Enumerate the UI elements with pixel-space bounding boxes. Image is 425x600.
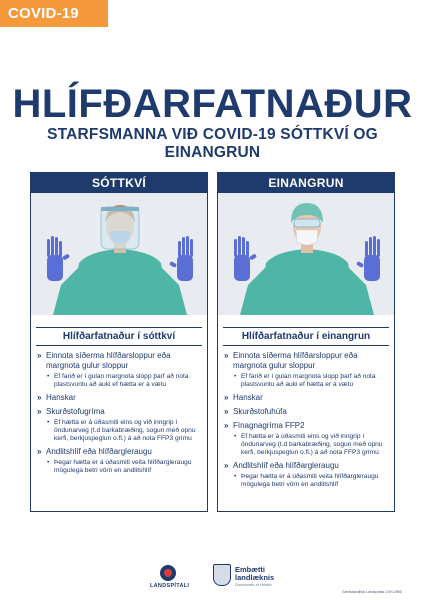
- panel-isolation: [217, 172, 395, 512]
- panel-quarantine: [30, 172, 208, 512]
- list-item: [36, 447, 202, 475]
- landlaeknir-line1: Embætti: [235, 565, 265, 574]
- document-code: Gæðahandbók Landspítala CSH-2966: [342, 590, 402, 594]
- item-text: » Einnota síðerma hlífðarsloppur eða margnota gulur sloppur: [233, 351, 358, 370]
- item-text: » Andlitshlíf eða hlífðargleraugu: [233, 461, 339, 470]
- sub-item: • Ef hætta er á úðasmiti eins og við inngrip í öndunarveg (t.d barkabræðing, sogun með opnu kerfi, berkjuspeglun o.fl.) á að nota FFP3 grímu: [46, 419, 202, 443]
- item-text: » Einnota síðerma hlífðarsloppur eða margnota gulur sloppur: [46, 351, 171, 370]
- section-title: Hlífðarfatnaður í einangrun: [223, 327, 389, 346]
- sub-item: • Ef farið er í gulan margnota slopp þarf að nota plastsvuntu að auki ef hætta er á vætu: [46, 373, 202, 389]
- list-item: [223, 421, 389, 457]
- landlaeknir-line2: landlæknis: [235, 573, 275, 582]
- panel-header: EINANGRUN: [218, 173, 394, 193]
- panel-header: SÓTTKVÍ: [31, 173, 207, 193]
- landlaeknir-line3: Directorate of Health: [235, 582, 272, 587]
- coat-of-arms-icon: [213, 564, 231, 586]
- covid-badge: COVID-19: [0, 0, 108, 27]
- page-title: HLÍFÐARFATNAÐUR: [12, 82, 413, 126]
- list-item: [223, 461, 389, 489]
- item-text: » Hanskar: [46, 393, 76, 402]
- item-text: » Andlitshlíf eða hlífðargleraugu: [46, 447, 152, 456]
- list-item: [223, 407, 389, 417]
- person-illustration: [218, 193, 394, 315]
- item-text: » Skurðstofugríma: [46, 407, 105, 416]
- landspitali-logo: [150, 565, 190, 589]
- list-item: [36, 393, 202, 403]
- list-item: [36, 407, 202, 443]
- section-title: Hlífðarfatnaður í sóttkví: [36, 327, 202, 346]
- item-list: [223, 351, 389, 489]
- item-text: » Skurðstofuhúfa: [233, 407, 287, 416]
- sub-item: • Þegar hætta er á úðasmiti veita hlífðargleraugu mögulega betri vörn en andlitshlíf: [46, 459, 202, 475]
- sub-item: • Þegar hætta er á úðasmiti veita hlífðargleraugu mögulega betri vörn en andlitshlíf: [233, 473, 389, 489]
- list-item: [36, 351, 202, 389]
- photo-isolation: [218, 193, 394, 315]
- item-list: [36, 351, 202, 475]
- person-illustration: [31, 193, 207, 315]
- list-item: [223, 351, 389, 389]
- item-text: » Fínagnagríma FFP2: [233, 421, 305, 430]
- sub-item: • Ef farið er í gulan margnota slopp þarf að nota plastsvuntu að auki ef hætta er á vætu: [233, 373, 389, 389]
- page-subtitle: STARFSMANNA VIÐ COVID-19 SÓTTKVÍ OG EINANGRUN: [47, 126, 378, 161]
- list-item: [223, 393, 389, 403]
- item-text: » Hanskar: [233, 393, 263, 402]
- landspitali-logo-text: LANDSPÍTALI: [150, 583, 190, 589]
- landspitali-emblem-icon: [160, 565, 176, 581]
- sub-item: • Ef hætta er á úðasmiti eins og við inngrip í öndunarveg (t.d barkabræðing, sogun með opnu kerfi, berkjuspeglun o.fl.) á að nota FFP3 grímu: [233, 433, 389, 457]
- photo-quarantine: [31, 193, 207, 315]
- landlaeknir-logo: [213, 562, 303, 590]
